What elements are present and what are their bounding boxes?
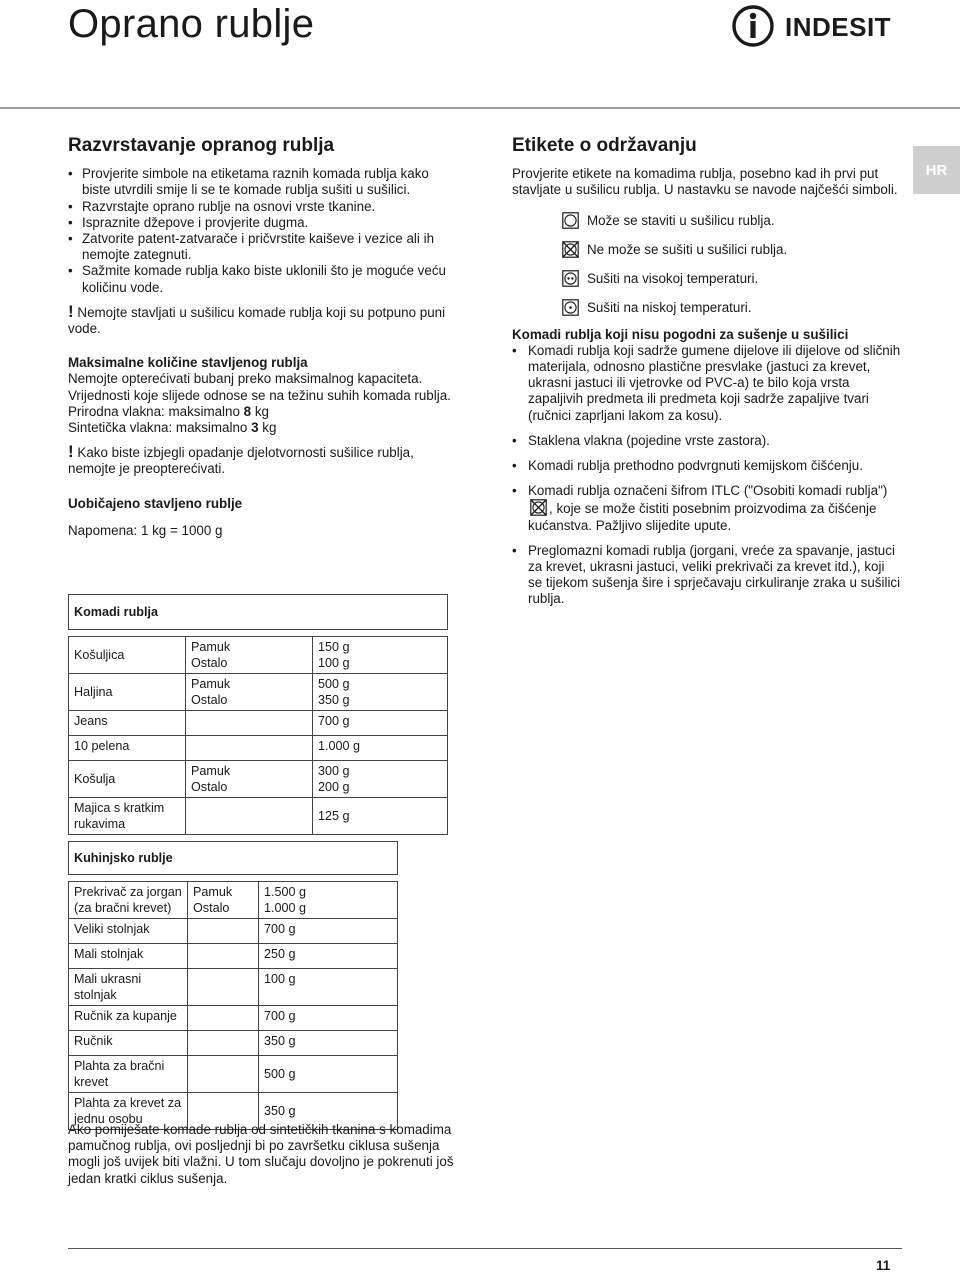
overload-warning-text: Kako biste izbjegli opadanje djelotvornosti sušilice rublja, nemojte je preopterećivati. [68,445,414,477]
weight-cell: 150 g 100 g [313,637,448,674]
left-column [68,135,460,539]
table-header: Kuhinjsko rublje [69,842,398,875]
table-header-row [69,595,448,630]
synthetic-label: Sintetička vlakna: maksimalno [68,420,252,436]
weight-cell: 1.500 g 1.000 g [259,882,398,919]
table-row [69,944,398,969]
weight-cell: 500 g 350 g [313,674,448,711]
mixed-load-note: Ako pomiješate komade rublja od sintetičkih tkanina s komadima pamučnog rublja, ovi posljednji bi po završetku ciklusa sušenja mogli još uvijek biti vlažni. U tom slučaju dovoljno je pokrenuti još jedan kratki ciklus sušenja. [68,1122,454,1186]
warning-icon: ! [68,301,74,321]
material-cell [186,736,313,761]
list-item: • Preglomazni komadi rublja (jorgani, vreće za spavanje, jastuci za krevet, ukrasni jastuci, veliki prekrivači za krevet itd.), koji se tijekom sušenja šire i sprječavaju cirkuliranje zraka u sušilici rublja. [512,543,902,608]
care-labels-title: Etikete o održavanju [512,135,697,156]
material-cell [188,944,259,969]
list-item: • Zatvorite patent-zatvarače i pričvrstite kaiševe i vezice ali ih nemojte zategnuti. [68,231,460,263]
material-cell [188,1031,259,1056]
max-load-text: Vrijednosti koje slijede odnose se na težinu suhih komada rublja. [68,387,451,403]
item-cell: Ručnik [69,1031,188,1056]
material-cell: Pamuk Ostalo [188,882,259,919]
item-cell: Jeans [69,711,186,736]
care-symbol-label: Sušiti na visokoj temperaturi. [587,270,759,286]
itlc-text: Komadi rublja označeni šifrom ITLC ("Osobiti komadi rublja") [528,483,888,499]
tumble-dry-allowed-icon [562,212,579,229]
list-item: • Razvrstajte oprano rublje na osnovi vrste tkanine. [68,199,460,215]
care-symbol-label: Može se staviti u sušilicu rublja. [587,212,775,228]
sorting-warning [68,301,460,337]
brand-name: INDESIT [785,12,892,42]
max-load-title: Maksimalne količine stavljenog rublja [68,355,308,371]
sorting-title: Razvrstavanje opranog rublja [68,135,335,156]
item-cell: Košuljica [69,637,186,674]
natural-value: 8 [243,403,252,419]
sorting-list [68,166,460,296]
warning-icon: ! [68,442,74,462]
table-row [69,711,448,736]
material-cell: Pamuk Ostalo [186,674,313,711]
item-cell: Haljina [69,674,186,711]
material-cell [186,798,313,835]
care-symbol-row [562,240,902,260]
weight-cell: 700 g [313,711,448,736]
sorting-warning-text: Nemojte stavljati u sušilicu komade rublja koji su potpuno puni vode. [68,304,446,337]
weight-cell: 1.000 g [313,736,448,761]
table-header-row [69,842,398,875]
list-item: • Komadi rublja koji sadrže gumene dijelove ili dijelove od sličnih materijala, odnosno plastične presvlake (jastuci za krevet, ukrasni jastuci ili vjetrovke od PVC-a) te bilo koja vrsta zapaljivih predmeta ili predmeta koji sadrže zapaljive tvari (ručnici zaprljani lakom za kosu). [512,343,902,424]
weight-cell: 350 g [259,1031,398,1056]
item-cell: Mali ukrasni stolnjak [69,969,188,1006]
brand-emblem-icon [730,4,776,48]
weight-cell: 350 g [259,1093,398,1130]
list-item: • Provjerite simbole na etiketama raznih komada rublja kako biste utvrdili smije li se te komade rublja sušiti u sušilici. [68,166,460,198]
right-column [512,135,902,617]
weight-cell: 125 g [313,798,448,835]
language-tab: HR [913,146,960,194]
table-row [69,969,398,1006]
list-item: • Staklena vlakna (pojedine vrste zastora). [512,433,902,449]
table-row [69,798,448,835]
care-symbol-row [562,298,902,318]
care-symbol-label: Sušiti na niskoj temperaturi. [587,299,752,315]
table-row [69,1056,398,1093]
page-number: 11 [876,1258,891,1273]
weight-cell: 700 g [259,919,398,944]
list-item: • Sažmite komade rublja kako biste uklonili što je moguće veću količinu vode. [68,263,460,295]
weight-cell: 250 g [259,944,398,969]
list-item: • Ispraznite džepove i provjerite dugma. [68,215,460,231]
synthetic-value: 3 [251,420,259,436]
page-header [0,0,960,108]
list-item: • Komadi rublja prethodno podvrgnuti kemijskom čišćenju. [512,458,902,474]
care-symbol-label: Ne može se sušiti u sušilici rublja. [587,241,788,257]
synthetic-unit: kg [258,420,277,436]
garments-table [68,594,448,835]
item-cell: Ručnik za kupanje [69,1006,188,1031]
table-row [69,882,398,919]
table-row [69,736,448,761]
weight-cell: 500 g [259,1056,398,1093]
material-cell [186,711,313,736]
table-row [69,1031,398,1056]
material-cell: Pamuk Ostalo [186,637,313,674]
low-temperature-icon [562,299,579,316]
footer-divider [68,1248,902,1249]
table-header: Komadi rublja [69,595,448,630]
table-row [69,1006,398,1031]
item-cell: Plahta za krevet za jednu osobu [69,1093,188,1130]
material-cell [188,969,259,1006]
care-symbol-row [562,211,902,231]
material-cell [188,1056,259,1093]
care-labels-intro: Provjerite etikete na komadima rublja, posebno kad ih prvi put stavljate u sušilicu rublja. U nastavku se navode najčešći simboli. [512,166,898,198]
item-cell: Plahta za bračni krevet [69,1056,188,1093]
natural-label: Prirodna vlakna: maksimalno [68,403,244,419]
table-row [69,919,398,944]
synthetic-fibres-limit [68,420,460,436]
list-item [512,483,902,534]
weight-cell: 300 g 200 g [313,761,448,798]
item-cell: Mali stolnjak [69,944,188,969]
natural-fibres-limit [68,404,460,420]
page-title: Oprano rublje [68,2,315,46]
material-cell [188,919,259,944]
table-row [69,674,448,711]
do-not-tumble-dry-icon [530,499,547,516]
overload-warning [68,444,460,477]
item-cell: Košulja [69,761,186,798]
material-cell: Pamuk Ostalo [186,761,313,798]
item-cell: Veliki stolnjak [69,919,188,944]
do-not-tumble-dry-icon [562,241,579,258]
brand-logo [730,4,900,48]
kitchen-linen-table [68,841,398,1130]
high-temperature-icon [562,270,579,287]
care-symbol-row [562,269,902,289]
typical-load-title: Uobičajeno stavljeno rublje [68,495,243,511]
header-divider [0,107,960,109]
natural-unit: kg [251,403,269,419]
weight-cell: 700 g [259,1006,398,1031]
table-row [69,761,448,798]
weight-cell: 100 g [259,969,398,1006]
unit-note: Napomena: 1 kg = 1000 g [68,522,223,538]
itlc-text: , koje se može čistiti posebnim proizvodima za čišćenje kućanstva. Pažljivo slijedite upute. [528,501,877,533]
material-cell [188,1006,259,1031]
table-row [69,637,448,674]
max-load-text: Nemojte opterećivati bubanj preko maksimalnog kapaciteta. [68,371,423,387]
unsuitable-title: Komadi rublja koji nisu pogodni za sušenje u sušilici [512,326,849,342]
unsuitable-list [512,343,902,608]
item-cell: Majica s kratkim rukavima [69,798,186,835]
item-cell: 10 pelena [69,736,186,761]
item-cell: Prekrivač za jorgan (za bračni krevet) [69,882,188,919]
